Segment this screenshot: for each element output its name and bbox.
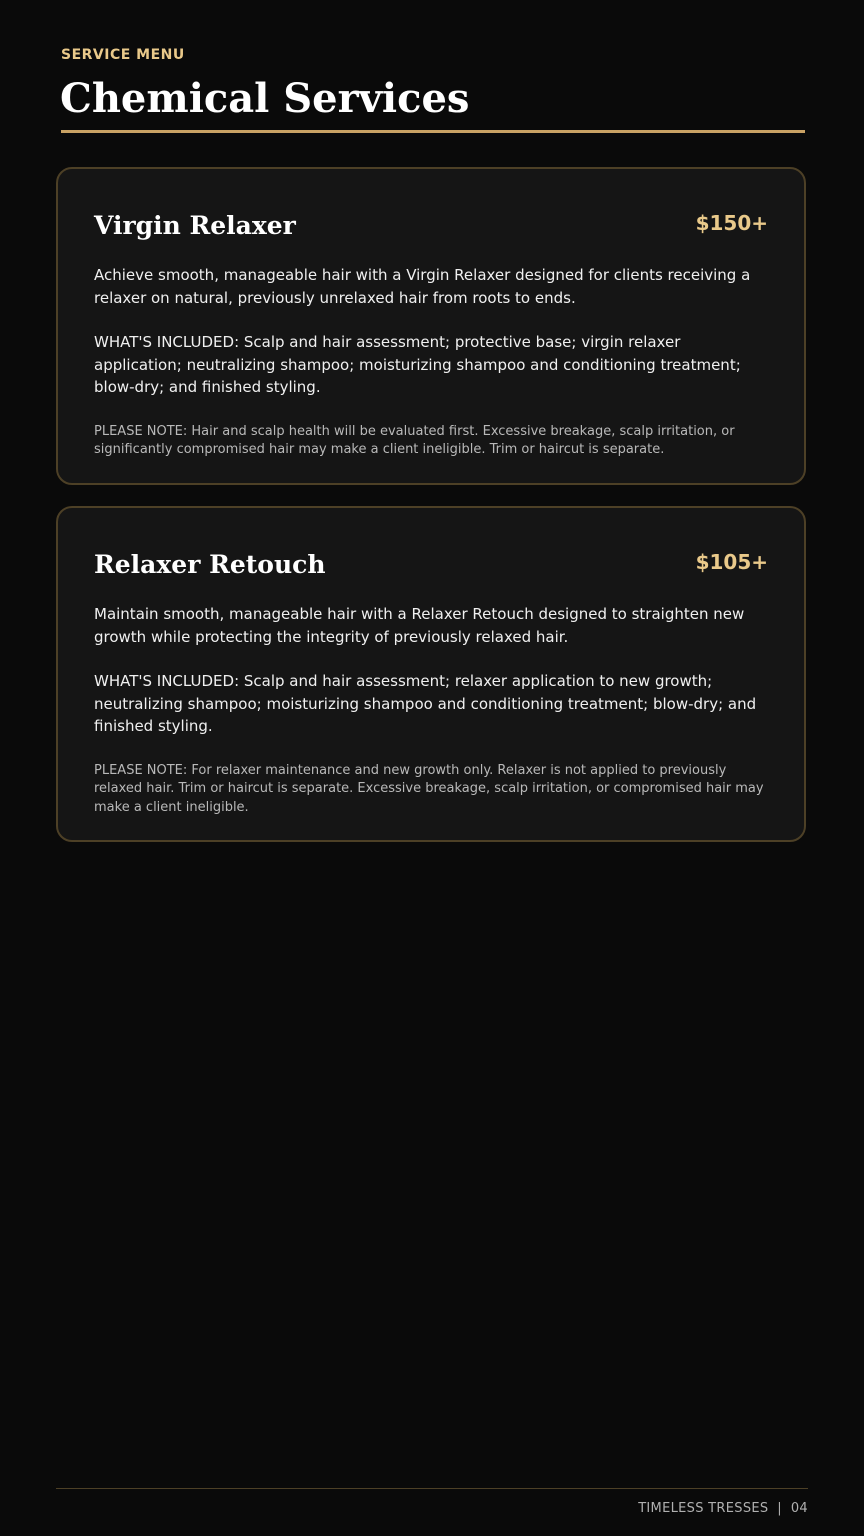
page-header	[61, 46, 805, 123]
service-card-relaxer-retouch	[56, 506, 806, 842]
service-card-virgin-relaxer	[56, 167, 806, 485]
service-name: Relaxer Retouch	[94, 550, 326, 579]
service-included: WHAT'S INCLUDED: Scalp and hair assessment; protective base; virgin relaxer application; neutralizing shampoo; moisturizing shampoo and conditioning treatment; blow-dry; and finished styling.	[94, 333, 741, 396]
service-note: PLEASE NOTE: For relaxer maintenance and new growth only. Relaxer is not applied to previously relaxed hair. Trim or haircut is separate. Excessive breakage, scalp irritation, or compromised hair may make a client ineligible.	[94, 762, 764, 815]
service-name: Virgin Relaxer	[94, 211, 296, 240]
service-description: Maintain smooth, manageable hair with a Relaxer Retouch designed to straighten new growth while protecting the integrity of previously relaxed hair.	[94, 605, 745, 646]
footer-text: TIMELESS TRESSES | 04	[638, 1501, 808, 1516]
footer-divider	[56, 1488, 808, 1489]
service-price: $105+	[695, 550, 768, 574]
title-divider	[61, 130, 805, 133]
page-title: Chemical Services	[60, 75, 470, 122]
service-included: WHAT'S INCLUDED: Scalp and hair assessment; relaxer application to new growth; neutralizing shampoo; moisturizing shampoo and conditioning treatment; blow-dry; and finished styling.	[94, 672, 757, 735]
service-card-header	[94, 206, 768, 264]
service-note: PLEASE NOTE: Hair and scalp health will be evaluated first. Excessive breakage, scalp irritation, or significantly compromised hair may make a client ineligible. Trim or haircut is separate.	[94, 423, 735, 457]
section-eyebrow: SERVICE MENU	[61, 47, 185, 63]
service-card-header	[94, 545, 768, 603]
service-description: Achieve smooth, manageable hair with a Virgin Relaxer designed for clients receiving a relaxer on natural, previously unrelaxed hair from roots to ends.	[94, 266, 751, 307]
service-price: $150+	[695, 211, 768, 235]
footer-brand-page	[638, 1500, 808, 1518]
